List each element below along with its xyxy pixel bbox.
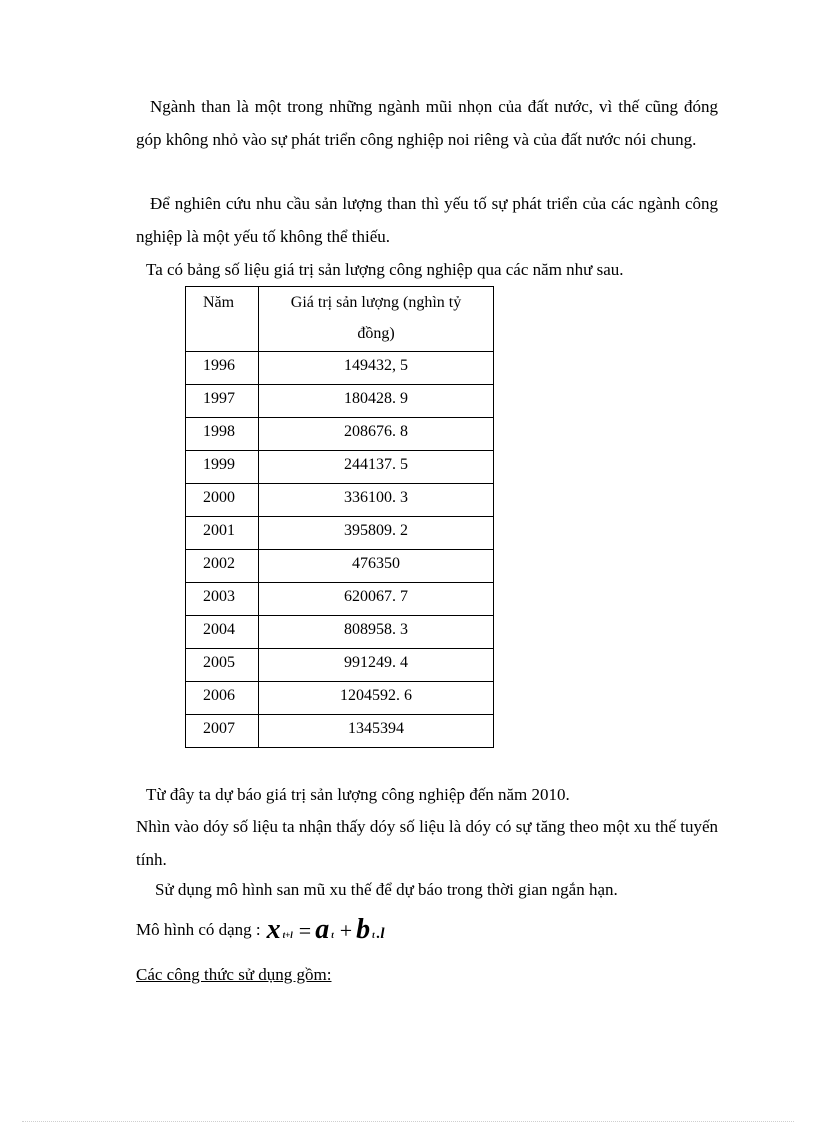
table-row [186, 451, 494, 484]
formula-x-subscript: t+l [282, 930, 293, 940]
formula-b: b [356, 914, 371, 945]
table-row [186, 715, 494, 748]
year-cell: 2000 [186, 484, 259, 517]
formulas-heading: Các công thức sử dụng gồm: [136, 965, 332, 984]
table-row [186, 616, 494, 649]
year-cell: 1998 [186, 418, 259, 451]
year-cell: 1996 [186, 352, 259, 385]
table-row [186, 385, 494, 418]
table-row [186, 418, 494, 451]
model-line [136, 912, 385, 948]
value-cell: 395809. 2 [259, 517, 494, 550]
model-label: Mô hình có dạng : [136, 920, 261, 939]
value-cell: 149432, 5 [259, 352, 494, 385]
formula-plus: + [339, 918, 353, 943]
value-cell: 991249. 4 [259, 649, 494, 682]
table-row [186, 649, 494, 682]
header-value-line2: đồng) [357, 325, 395, 342]
value-cell: 1204592. 6 [259, 682, 494, 715]
intro-paragraph: Ngành than là một trong những ngành mũi nhọn của đất nước, vì thế cũng đóng góp không nhỏ vào sự phát triển công nghiệp noi riêng và của đất nước nói chung. [136, 97, 718, 149]
year-cell: 2005 [186, 649, 259, 682]
value-cell: 244137. 5 [259, 451, 494, 484]
table-row [186, 484, 494, 517]
page-bottom-divider [22, 1121, 794, 1122]
year-cell: 2003 [186, 583, 259, 616]
table-row [186, 352, 494, 385]
formula-a: a [315, 914, 330, 945]
year-cell: 2004 [186, 616, 259, 649]
table-intro-paragraph: Ta có bảng số liệu giá trị sản lượng công nghiệp qua các năm như sau. [146, 260, 624, 279]
year-cell: 1997 [186, 385, 259, 418]
trend-paragraph: Nhìn vào dóy số liệu ta nhận thấy dóy số liệu là dóy có sự tăng theo một xu thế tuyến tính. [136, 817, 718, 869]
formula-x: x [266, 914, 281, 945]
header-value-line1: Giá trị sản lượng (nghìn tỷ [290, 294, 462, 311]
formula-a-subscript: t [331, 930, 334, 940]
year-cell: 2006 [186, 682, 259, 715]
formula-equals: = [298, 918, 312, 943]
year-cell: 2001 [186, 517, 259, 550]
value-cell: 1345394 [259, 715, 494, 748]
production-value-table [185, 286, 494, 748]
research-paragraph: Để nghiên cứu nhu cầu sản lượng than thì yếu tố sự phát triển của các ngành công nghiệp là một yếu tố không thể thiếu. [136, 194, 718, 246]
year-cell: 2002 [186, 550, 259, 583]
forecast-paragraph: Từ đây ta dự báo giá trị sản lượng công nghiệp đến năm 2010. [146, 785, 570, 804]
formula-b-subscript: t [372, 930, 375, 940]
table-row [186, 682, 494, 715]
table-row [186, 550, 494, 583]
model-formula [267, 914, 385, 946]
year-cell: 1999 [186, 451, 259, 484]
header-year: Năm [186, 287, 259, 352]
value-cell: 476350 [259, 550, 494, 583]
value-cell: 336100. 3 [259, 484, 494, 517]
table-row [186, 583, 494, 616]
method-paragraph: Sử dụng mô hình san mũ xu thế để dự báo trong thời gian ngắn hạn. [155, 880, 618, 899]
value-cell: 208676. 8 [259, 418, 494, 451]
value-cell: 180428. 9 [259, 385, 494, 418]
formula-times-l: .l [376, 926, 385, 942]
value-cell: 808958. 3 [259, 616, 494, 649]
header-value [259, 287, 494, 352]
table-row [186, 517, 494, 550]
table-header-row [186, 287, 494, 352]
year-cell: 2007 [186, 715, 259, 748]
value-cell: 620067. 7 [259, 583, 494, 616]
